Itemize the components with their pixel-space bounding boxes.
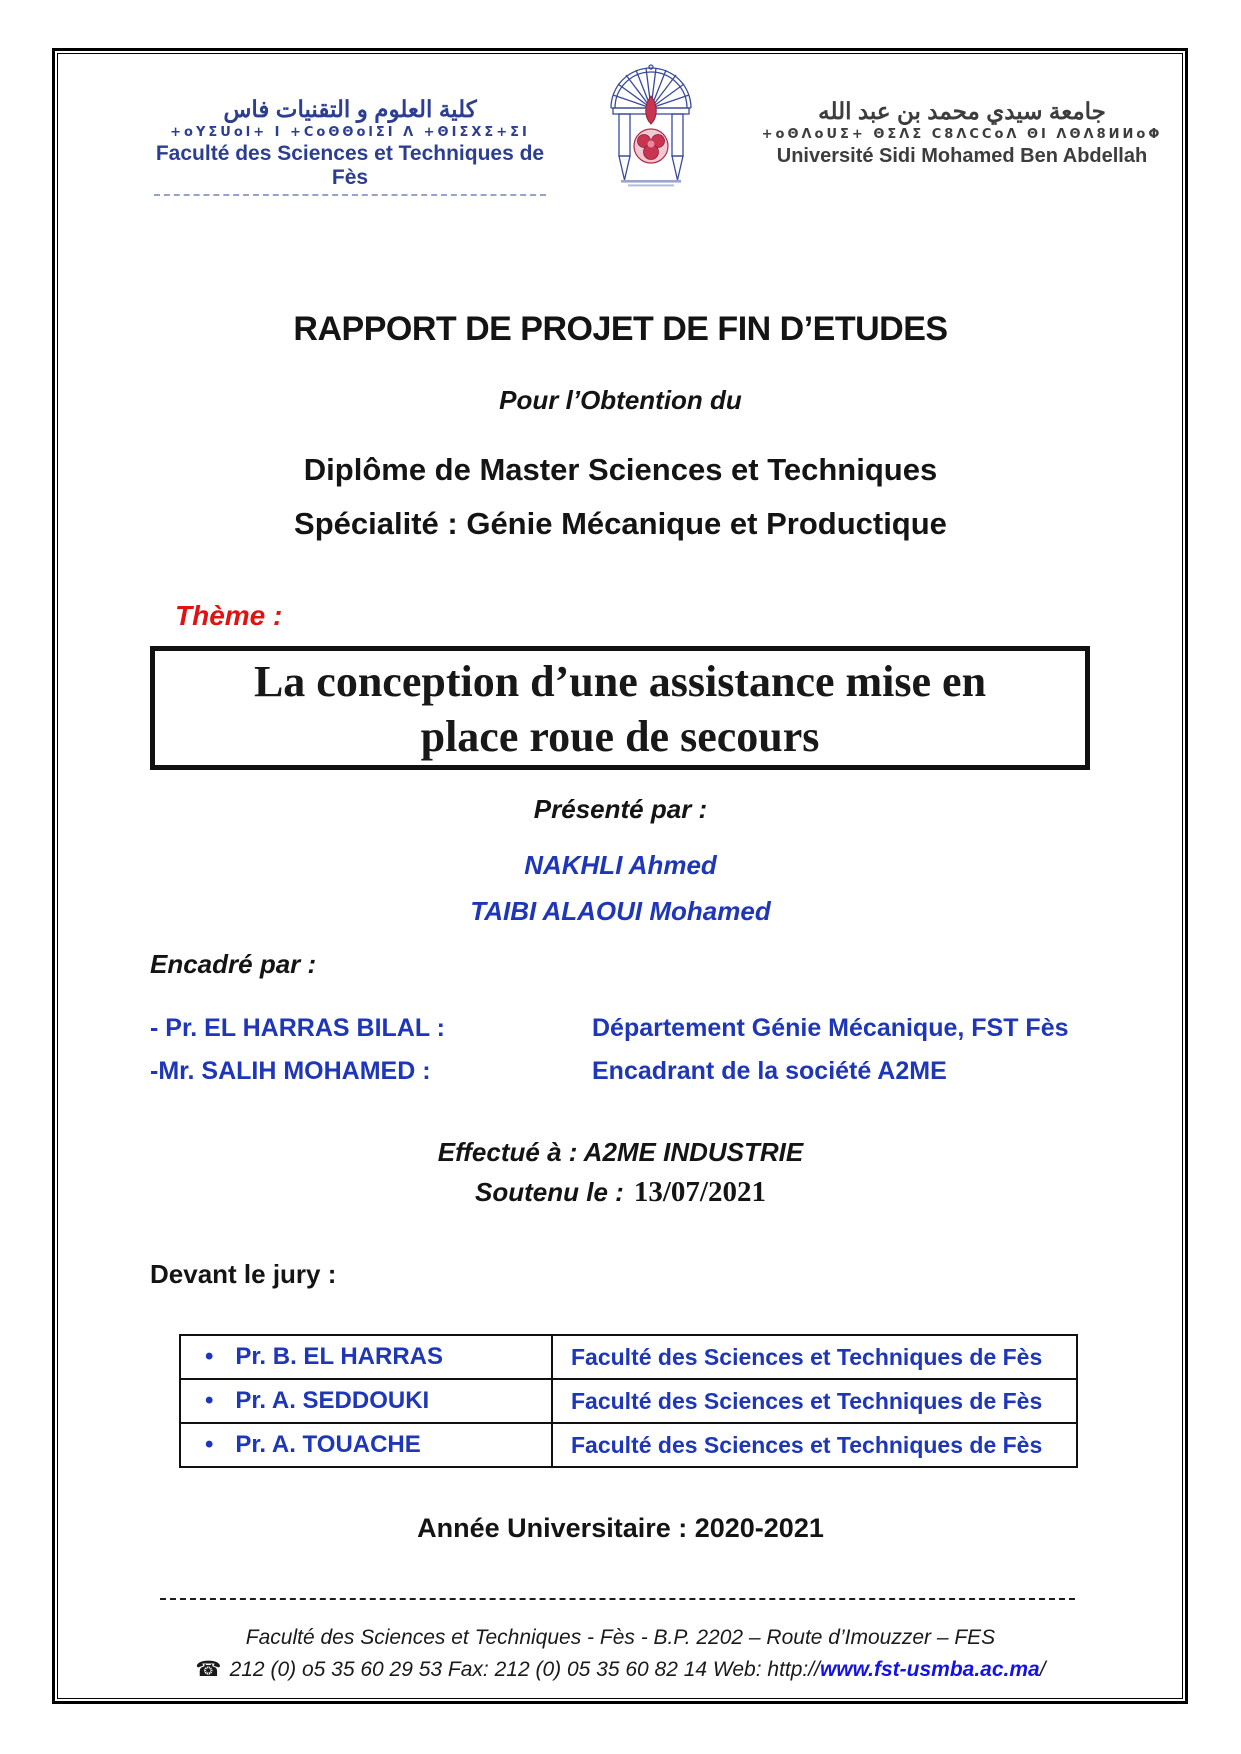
specialty-title: Spécialité : Génie Mécanique et Productique [294,506,947,541]
defense-date: 13/07/2021 [633,1176,766,1208]
jury-member-cell [181,1336,553,1378]
supervisor-name-2: -Mr. SALIH MOHAMED : [150,1057,431,1085]
footer-link-suffix: / [1039,1658,1046,1681]
university-name-tifinagh: +oΘΛoUΣ+ ΘΣΛΣ C8ΛCCoΛ ΘI ΛΘΛ8ИИoΦ [761,127,1163,142]
bullet-icon: • [205,1387,214,1414]
jury-affiliation-cell: Faculté des Sciences et Techniques de Fès [571,1387,1043,1414]
footer-contact-text: 212 (0) o5 35 60 29 53 Fax: 212 (0) 05 35 60 82 14 Web: http:// [229,1658,820,1681]
phone-icon: ☎ [195,1657,222,1681]
theme-title-line1: La conception d’une assistance mise en [253,657,987,706]
presented-by-label: Présenté par : [533,794,708,824]
jury-affiliation-cell: Faculté des Sciences et Techniques de Fès [571,1343,1043,1370]
academic-year: Année Universitaire : 2020-2021 [417,1513,824,1543]
defense-date-line [0,1176,1241,1209]
supervised-by-label: Encadré par : [150,949,317,979]
jury-member-name: Pr. A. SEDDOUKI [235,1387,430,1414]
faculty-name-arabic: كلية العلوم و التقنيات فاس [223,96,477,122]
university-logo-icon [603,62,699,188]
supervisor-role-1: Département Génie Mécanique, FST Fès [592,1014,1069,1042]
student-name-2: TAIBI ALAOUI Mohamed [470,896,771,926]
jury-row [181,1336,1076,1378]
jury-table [179,1334,1078,1468]
jury-affiliation-cell: Faculté des Sciences et Techniques de Fès [571,1431,1043,1458]
internship-location: Effectué à : A2ME INDUSTRIE [437,1137,804,1167]
jury-row [181,1378,1076,1422]
jury-label: Devant le jury : [150,1259,337,1289]
faculty-header-block [140,96,560,196]
jury-row [181,1422,1076,1466]
student-name-1: NAKHLI Ahmed [524,850,717,880]
header-decorative-dashes [154,194,546,196]
theme-title-box [150,646,1090,770]
university-name-french: Université Sidi Mohamed Ben Abdellah [776,145,1148,167]
faculty-name-tifinagh: +oYΣUol+ I +CoΘΘolΣI Λ +ΘIΣXΣ+ΣI [170,125,530,140]
jury-member-name: Pr. B. EL HARRAS [235,1343,444,1370]
supervisor-role-2: Encadrant de la société A2ME [592,1057,947,1085]
supervisor-row [0,1057,1241,1091]
jury-member-cell [181,1424,553,1466]
report-title: RAPPORT DE PROJET DE FIN D’ETUDES [293,310,948,348]
jury-member-name: Pr. A. TOUACHE [235,1431,421,1458]
university-header-block [742,98,1182,168]
defense-date-label: Soutenu le : [475,1177,624,1207]
website-link[interactable]: www.fst-usmba.ac.ma [819,1658,1040,1681]
dashed-separator [160,1598,1075,1600]
footer-contact-line [0,1657,1241,1682]
university-name-arabic: جامعة سيدي محمد بن عبد الله [818,98,1106,124]
bullet-icon: • [205,1431,214,1458]
footer-address: Faculté des Sciences et Techniques - Fès - B.P. 2202 – Route d’Imouzzer – FES [245,1626,996,1649]
diploma-title: Diplôme de Master Sciences et Techniques [303,452,938,487]
jury-member-cell [181,1380,553,1422]
faculty-name-french: Faculté des Sciences et Techniques de Fès [155,142,545,189]
supervisor-name-1: - Pr. EL HARRAS BILAL : [150,1014,445,1042]
theme-label: Thème : [175,600,283,631]
theme-title-line2: place roue de secours [420,712,820,761]
supervisor-row [0,1014,1241,1048]
bullet-icon: • [205,1343,214,1370]
obtention-subtitle: Pour l’Obtention du [499,385,742,415]
